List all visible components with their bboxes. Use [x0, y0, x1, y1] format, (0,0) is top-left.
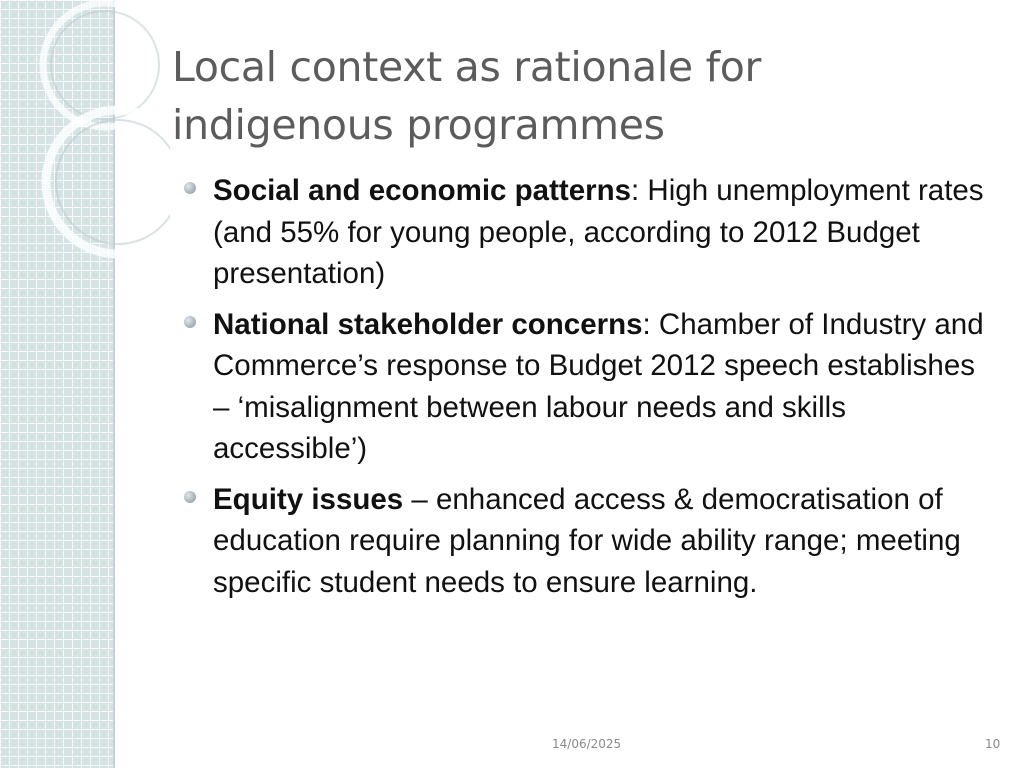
footer-date: 14/06/2025	[552, 737, 622, 751]
bullet-item-social-economic	[184, 170, 999, 295]
bullet-text: : Chamber of Industry and Commerce’s response to Budget 2012 speech establishes – ‘misalignment between labour needs and skills accessible’)	[213, 307, 984, 465]
decorative-rings-icon	[0, 0, 170, 280]
bullet-term: Equity issues	[213, 482, 404, 516]
slide-title: Local context as rationale for indigenous programmes	[172, 43, 762, 149]
bullet-term: National stakeholder concerns	[213, 307, 643, 341]
footer-page-number: 10	[985, 737, 1001, 751]
bullet-list	[184, 170, 999, 612]
bullet-item-equity-issues	[184, 479, 999, 604]
bullet-dot-icon	[184, 316, 196, 328]
bullet-dot-icon	[184, 491, 196, 503]
bullet-item-stakeholder-concerns	[184, 304, 999, 470]
bullet-text: : High unemployment rates (and 55% for young people, according to 2012 Budget presentation)	[213, 174, 984, 290]
bullet-dot-icon	[184, 182, 196, 194]
bullet-text: – enhanced access & democratisation of education require planning for wide ability range; meeting specific student needs to ensure learning.	[213, 482, 961, 599]
bullet-term: Social and economic patterns	[213, 174, 632, 207]
